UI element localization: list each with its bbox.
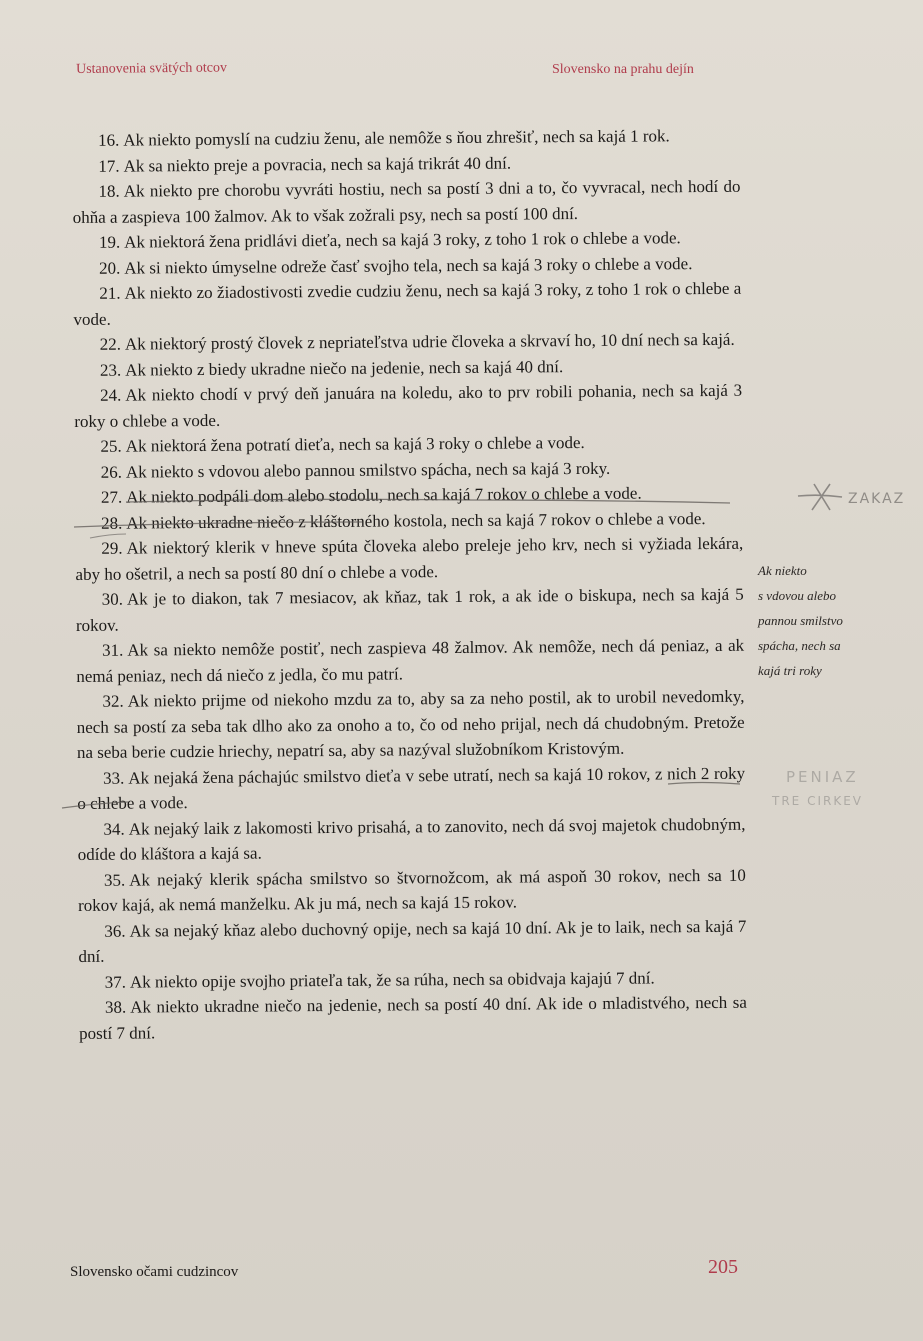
paragraph-number: 28.: [101, 513, 123, 533]
paragraph-number: 24.: [100, 385, 122, 405]
paragraph-text: Ak sa niekto preje a povracia, nech sa kajá trikrát 40 dní.: [123, 153, 512, 176]
paragraph-number: 27.: [100, 487, 123, 507]
paragraph-text: Ak niekto z biedy ukradne niečo na jedenie, nech sa kajá 40 dní.: [125, 356, 564, 380]
margin-note: [758, 558, 888, 683]
page-number: 205: [708, 1256, 738, 1278]
running-header-right: Slovensko na prahu dejín: [552, 62, 694, 77]
margin-note-line: s vdovou alebo: [758, 588, 836, 603]
paragraph-number: 35.: [103, 870, 126, 890]
paragraph-number: 25.: [100, 436, 122, 456]
paragraph-text: Ak niekto pre chorobu vyvráti hostiu, nech sa postí 3 dni a to, čo vyvracal, nech hodí do ohňa a zaspieva 100 žalmov. Ak to však zožrali psy, nech sa postí 100 dní.: [72, 176, 741, 227]
margin-note-line: kajá tri roky: [758, 663, 822, 678]
paragraph-number: 36.: [104, 921, 126, 941]
paragraph-text: Ak niekto ukradne niečo z kláštorného kostola, nech sa kajá 7 rokov o chlebe a vode.: [126, 508, 706, 533]
paragraph-number: 33.: [103, 768, 125, 788]
paragraph-text: Ak nejaká žena páchajúc smilstvo dieťa v sebe utratí, nech sa kajá 10 rokov, z nich 2 roky o chlebe a vode.: [77, 763, 746, 813]
paragraph-text: Ak sa nejaký kňaz alebo duchovný opije, nech sa kajá 10 dní. Ak je to laik, nech sa kajá 7 dní.: [78, 916, 747, 966]
margin-note-line: spácha, nech sa: [758, 638, 841, 653]
paragraph-text: Ak niektorý prostý človek z nepriateľstva udrie človeka a skrvaví ho, 10 dní nech sa kajá.: [124, 329, 735, 354]
paragraph-30: [76, 582, 744, 638]
margin-note-line: Ak niekto: [758, 563, 807, 578]
paragraph-text: Ak niekto prijme od niekoho mzdu za to, aby sa za neho postil, ak to urobil nevedomky, nech sa postí za seba tak dlho ako za onoho a to, čo od neho prijal, nech dá chudobným. Pretože na seba berie cudzie hriechy, nepatrí sa, aby sa nazýval služobníkom Kristovým.: [76, 686, 745, 762]
running-header-left: Ustanovenia svätých otcov: [76, 60, 228, 77]
paragraph-number: 16.: [98, 130, 120, 150]
body-text: [72, 123, 747, 1046]
handwritten-note-zakaz: ZAKAZ: [848, 491, 906, 507]
paragraph-text: Ak niekto ukradne niečo na jedenie, nech sa postí 40 dní. Ak ide o mladistvého, nech sa postí 7 dní.: [79, 992, 747, 1043]
paragraph-number: 34.: [103, 819, 125, 839]
paragraph-18: [72, 174, 740, 230]
paragraph-29: [75, 531, 743, 587]
paragraph-number: 20.: [99, 258, 121, 278]
paragraph-38: [79, 990, 747, 1046]
paragraph-text: Ak niekto zo žiadostivosti zvedie cudziu ženu, nech sa kajá 3 roky, z toho 1 rok o chlebe a vode.: [73, 278, 742, 329]
paragraph-text: Ak niektorá žena pridlávi dieťa, nech sa kajá 3 roky, z toho 1 rok o chlebe a vode.: [124, 228, 681, 252]
handwritten-note-cirkev: TRE CIRKEV: [772, 794, 863, 808]
paragraph-text: Ak niekto pomyslí na cudziu ženu, ale nemôže s ňou zhrešiť, nech sa kajá 1 rok.: [123, 126, 670, 150]
paragraph-text: Ak nejaký klerik spácha smilstvo so štvornožcom, ak má aspoň 30 rokov, nech sa 10 rokov kajá, ak nemá manželku. Ak ju má, nech sa kajá 15 rokov.: [78, 865, 746, 915]
pencil-cross-mark: [798, 484, 842, 510]
paragraph-number: 26.: [100, 462, 123, 482]
paragraph-number: 17.: [98, 156, 120, 176]
paragraph-text: Ak niekto podpáli dom alebo stodolu, nech sa kajá 7 rokov o chlebe a vode.: [126, 483, 642, 507]
paragraph-text: Ak niektorý klerik v hneve spúta človeka alebo preleje jeho krv, nech si vyžiada lekára, aby ho ošetril, a nech sa postí 80 dní o chlebe a vode.: [75, 533, 744, 584]
paragraph-text: Ak niekto chodí v prvý deň januára na koledu, ako to prv robili pohania, nech sa kajá 3 roky o chlebe a vode.: [74, 380, 743, 431]
paragraph-text: Ak nejaký laik z lakomosti krivo prisahá, a to zanovito, nech dá svoj majetok chudobným, odíde do kláštora a kajá sa.: [77, 814, 746, 864]
paragraph-31: [76, 633, 744, 689]
paragraph-16: [72, 123, 740, 154]
paragraph-number: 32.: [102, 691, 124, 711]
paragraph-text: Ak sa niekto nemôže postiť, nech zaspieva 48 žalmov. Ak nemôže, nech dá peniaz, a ak nemá peniaz, nech dá niečo z jedla, čo mu patrí.: [76, 635, 745, 686]
paragraph-number: 31.: [102, 640, 124, 660]
paragraph-36: [78, 913, 746, 969]
paragraph-number: 21.: [99, 283, 121, 303]
paragraph-number: 37.: [104, 972, 127, 992]
paragraph-35: [78, 862, 746, 918]
paragraph-number: 30.: [101, 589, 124, 609]
paragraph-34: [77, 811, 745, 867]
paragraph-text: Ak si niekto úmyselne odreže časť svojho tela, nech sa kajá 3 roky o chlebe a vode.: [124, 253, 693, 278]
paragraph-text: Ak niekto s vdovou alebo pannou smilstvo spácha, nech sa kajá 3 roky.: [125, 458, 611, 482]
paragraph-number: 19.: [98, 232, 121, 252]
handwritten-note-peniaz: PENIAZ: [786, 768, 859, 786]
paragraph-number: 29.: [101, 538, 123, 558]
paragraph-number: 18.: [98, 181, 120, 201]
paragraph-text: Ak niektorá žena potratí dieťa, nech sa kajá 3 roky o chlebe a vode.: [125, 432, 585, 456]
paragraph-33: [77, 760, 745, 816]
paragraph-text: Ak niekto opije svojho priateľa tak, že sa rúha, nech sa obidvaja kajajú 7 dní.: [129, 967, 655, 992]
running-footer: Slovensko očami cudzincov: [70, 1264, 239, 1280]
paragraph-21: [73, 276, 741, 332]
margin-note-line: pannou smilstvo: [758, 613, 843, 628]
paragraph-22: [74, 327, 742, 358]
paragraph-text: Ak je to diakon, tak 7 mesiacov, ak kňaz, tak 1 rok, a ak ide o biskupa, nech sa kajá 5 rokov.: [75, 584, 744, 635]
paragraph-number: 22.: [99, 334, 122, 354]
paragraph-32: [76, 684, 745, 766]
paragraph-number: 38.: [104, 997, 127, 1017]
paragraph-24: [74, 378, 742, 434]
paragraph-number: 23.: [99, 360, 122, 380]
